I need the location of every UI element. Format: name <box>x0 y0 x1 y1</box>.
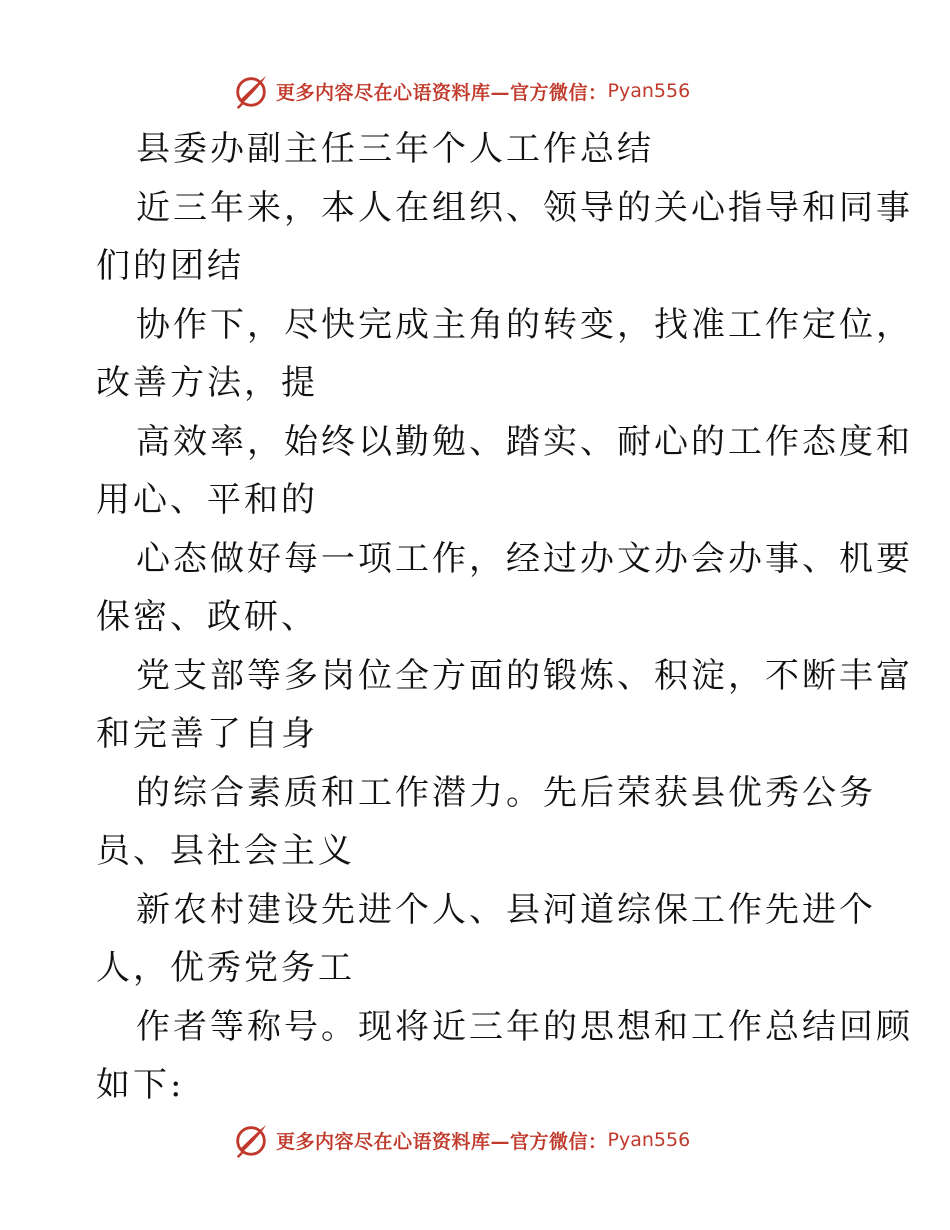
paragraph-line: 近三年来，本人在组织、领导的关心指导和同事 <box>136 187 913 228</box>
paragraph-line: 人，优秀党务工 <box>96 948 355 988</box>
wechat-id: Pyan556 <box>607 80 691 102</box>
paragraph-line: 高效率，始终以勤勉、踏实、耐心的工作态度和 <box>136 421 913 462</box>
paragraph-line: 改善方法，提 <box>96 363 318 403</box>
paragraph-line: 新农村建设先进个人、县河道综保工作先进个 <box>136 889 876 930</box>
header-banner <box>232 71 752 111</box>
quill-pen-logo-icon <box>232 1121 270 1159</box>
paragraph-line: 党支部等多岗位全方面的锻炼、积淀，不断丰富 <box>136 655 913 696</box>
footer-banner <box>232 1120 752 1160</box>
quill-pen-logo-icon <box>232 72 270 110</box>
document-body <box>96 120 913 1115</box>
paragraph-line: 和完善了自身 <box>96 714 318 754</box>
paragraph-line: 作者等称号。现将近三年的思想和工作总结回顾 <box>136 1006 913 1047</box>
banner-text: 更多内容尽在心语资料库—官方微信： <box>276 1130 608 1153</box>
paragraph-line: 员、县社会主义 <box>96 831 355 871</box>
wechat-id: Pyan556 <box>607 1129 691 1151</box>
document-title: 县委办副主任三年个人工作总结 <box>136 129 654 169</box>
paragraph-line: 如下: <box>96 1065 185 1105</box>
paragraph-line: 的综合素质和工作潜力。先后荣获县优秀公务 <box>136 772 876 813</box>
banner-text: 更多内容尽在心语资料库—官方微信： <box>276 81 608 104</box>
paragraph-line: 协作下，尽快完成主角的转变，找准工作定位， <box>136 304 913 345</box>
paragraph-line: 们的团结 <box>96 246 244 286</box>
paragraph-line: 心态做好每一项工作，经过办文办会办事、机要 <box>136 538 913 579</box>
paragraph-line: 用心、平和的 <box>96 480 318 520</box>
paragraph-line: 保密、政研、 <box>96 597 318 637</box>
